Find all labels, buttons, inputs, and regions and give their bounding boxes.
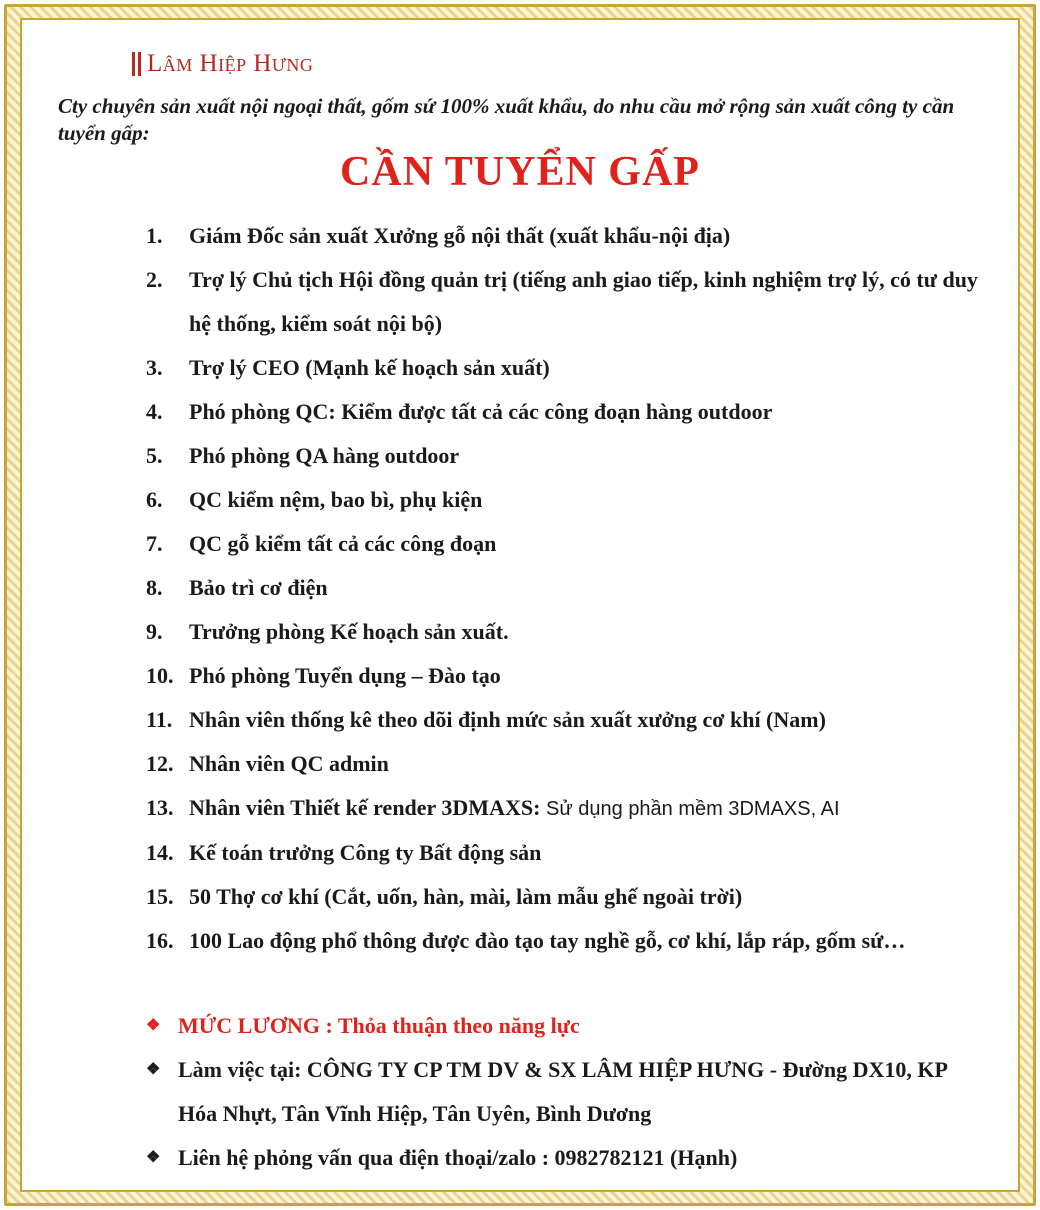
headline: CẦN TUYỂN GẤP [340,149,700,195]
job-title: Phó phòng Tuyển dụng – Đào tạo [189,663,501,688]
job-item [146,831,986,875]
job-title: Phó phòng QA hàng outdoor [189,443,460,468]
job-number: 8. [146,575,163,600]
company-logo [132,48,313,80]
job-number: 14. [146,840,174,865]
job-item [146,654,986,698]
job-title: Bảo trì cơ điện [189,575,328,600]
salary-item [146,1004,986,1048]
job-title: Phó phòng QC: Kiểm được tất cả các công đoạn hàng outdoor [189,399,773,424]
job-title: QC gỗ kiểm tất cả các công đoạn [189,531,497,556]
job-item [146,522,986,566]
job-title: Giám Đốc sản xuất Xưởng gỗ nội thất (xuất khẩu-nội địa) [189,223,731,248]
job-item [146,610,986,654]
job-title: Kế toán trưởng Công ty Bất động sản [189,840,542,865]
job-item [146,434,986,478]
job-title-main: Nhân viên Thiết kế render 3DMAXS: [189,795,541,820]
job-item [146,346,986,390]
job-title: QC kiểm nệm, bao bì, phụ kiện [189,487,483,512]
job-item [146,919,986,963]
job-number: 15. [146,884,174,909]
job-item [146,742,986,786]
job-title [189,786,986,831]
job-number: 4. [146,399,163,424]
job-title-detail: Sử dụng phần mềm 3DMAXS, AI [540,798,840,820]
job-item [146,214,986,258]
info-list [146,1004,986,1180]
workplace-text: Làm việc tại: CÔNG TY CP TM DV & SX LÂM HIỆP HƯNG - Đường DX10, KP Hóa Nhựt, Tân Vĩnh Hiệp, Tân Uyên, Bình Dương [178,1057,947,1126]
job-number: 5. [146,443,163,468]
job-number: 2. [146,267,163,292]
job-number: 11. [146,707,173,732]
job-item [146,566,986,610]
diamond-bullet-icon: ❖ [146,1061,161,1078]
job-title: Trợ lý CEO (Mạnh kế hoạch sản xuất) [189,355,550,380]
diamond-bullet-icon: ❖ [146,1017,161,1034]
job-number: 9. [146,619,163,644]
job-number: 13. [146,795,174,820]
job-title: Trợ lý Chủ tịch Hội đồng quản trị (tiếng anh giao tiếp, kinh nghiệm trợ lý, có tư duy hệ thống, kiểm soát nội bộ) [189,267,978,336]
job-title: 100 Lao động phổ thông được đào tạo tay nghề gỗ, cơ khí, lắp ráp, gốm sứ… [189,928,906,953]
contact-item [146,1136,986,1180]
job-number: 16. [146,928,174,953]
job-title: Trưởng phòng Kế hoạch sản xuất. [189,619,509,644]
job-number: 7. [146,531,163,556]
intro-text: Cty chuyên sản xuất nội ngoại thất, gốm sứ 100% xuất khẩu, do nhu cầu mở rộng sản xuất công ty cần tuyển gấp: [58,94,955,145]
contact-text: Liên hệ phỏng vấn qua điện thoại/zalo : 0982782121 (Hạnh) [178,1145,738,1170]
job-title: 50 Thợ cơ khí (Cắt, uốn, hàn, mài, làm mẫu ghế ngoài trời) [189,884,743,909]
job-number: 12. [146,751,174,776]
job-item [146,478,986,522]
logo-text: Lâm Hiệp Hưng [147,50,314,77]
job-number: 3. [146,355,163,380]
diamond-bullet-icon: ❖ [146,1149,161,1166]
job-item [146,698,986,742]
logo-mark-icon [132,52,141,76]
job-item [146,875,986,919]
job-number: 1. [146,223,163,248]
job-item [146,258,986,346]
job-title: Nhân viên QC admin [189,751,389,776]
salary-text: MỨC LƯƠNG : Thỏa thuận theo năng lực [178,1013,580,1038]
workplace-item [146,1048,986,1136]
job-list [146,214,986,963]
job-number: 6. [146,487,163,512]
job-title: Nhân viên thống kê theo dõi định mức sản xuất xưởng cơ khí (Nam) [189,707,826,732]
job-item [146,786,986,831]
job-item [146,390,986,434]
job-number: 10. [146,663,174,688]
